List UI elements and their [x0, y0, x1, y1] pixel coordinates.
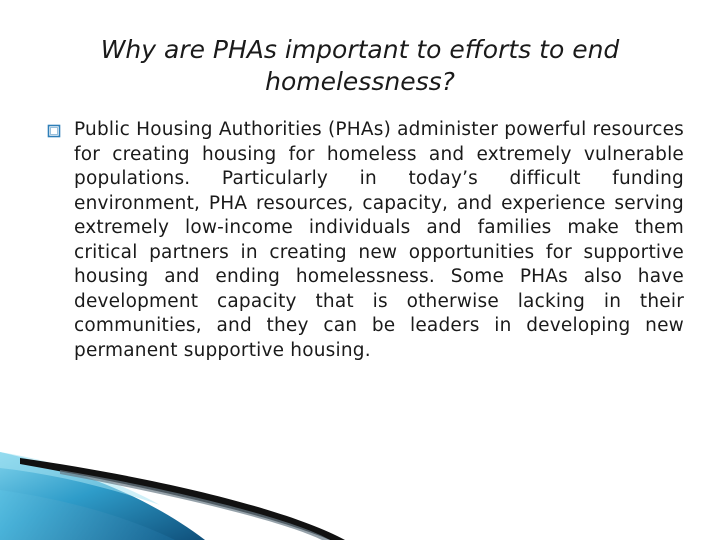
slide-title-line-1: Why are PHAs important to efforts to end: [100, 35, 620, 64]
slide-title-line-2: homelessness?: [265, 67, 455, 96]
hollow-square-bullet-icon: [47, 124, 61, 138]
slide-title: [60, 34, 660, 98]
slide-body-text: Public Housing Authorities (PHAs) administer powerful resources for creating housing for homeless and extremely vulnerable populations. Particularly in today’s difficult funding environment, PHA resources, capacity, and experience serving extremely low-income individuals and families make them critical partners in creating new opportunities for supportive housing and ending homelessness. Some PHAs also have development capacity that is otherwise lacking in their communities, and they can be leaders in developing new permanent supportive housing.: [74, 119, 684, 361]
